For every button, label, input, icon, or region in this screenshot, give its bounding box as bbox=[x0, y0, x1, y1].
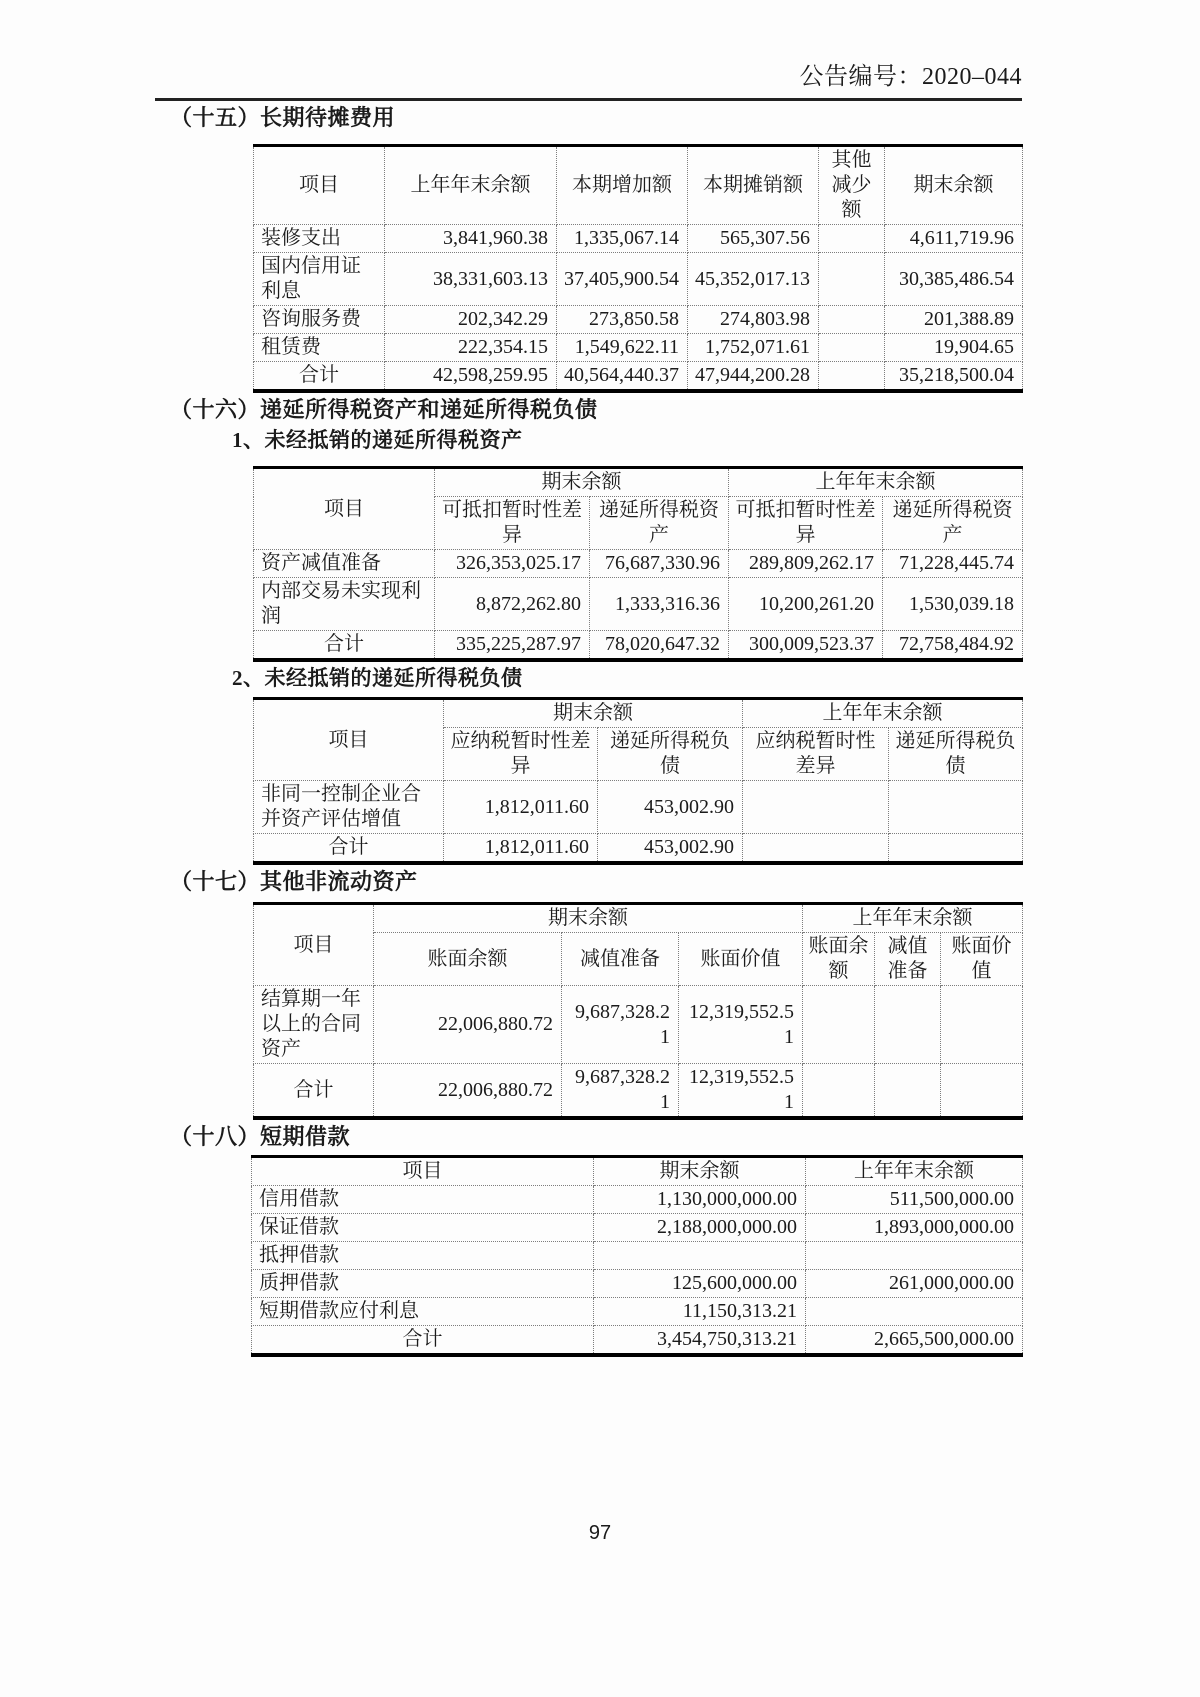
cell-value: 222,354.15 bbox=[385, 334, 557, 362]
cell-value: 35,218,500.04 bbox=[885, 362, 1023, 392]
page-number: 97 bbox=[588, 1522, 612, 1544]
col-header-item: 项目 bbox=[252, 1157, 594, 1186]
table-deferred-tax-liabilities bbox=[253, 697, 1023, 865]
cell-value: 37,405,900.54 bbox=[557, 253, 688, 306]
row-label: 保证借款 bbox=[252, 1214, 594, 1242]
col-header-period-increase: 本期增加额 bbox=[557, 146, 688, 225]
cell-value bbox=[819, 362, 885, 392]
col-header-book-balance: 账面余额 bbox=[374, 933, 562, 986]
cell-value: 274,803.98 bbox=[688, 306, 819, 334]
col-header-deferred-tax-asset-prev: 递延所得税资产 bbox=[883, 497, 1023, 550]
row-label: 装修支出 bbox=[254, 225, 385, 253]
col-header-impairment-provision: 减值准备 bbox=[562, 933, 679, 986]
col-header-item: 项目 bbox=[254, 146, 385, 225]
col-header-taxable-temp-diff: 应纳税暂时性差异 bbox=[444, 728, 598, 781]
col-header-deferred-tax-asset: 递延所得税资产 bbox=[590, 497, 729, 550]
cell-value: 1,549,622.11 bbox=[557, 334, 688, 362]
cell-value: 10,200,261.20 bbox=[729, 578, 883, 631]
table-total-row bbox=[254, 834, 1023, 864]
cell-value: 76,687,330.96 bbox=[590, 550, 729, 578]
table-group-header-row bbox=[254, 699, 1023, 728]
cell-value bbox=[875, 1064, 941, 1119]
cell-value: 289,809,262.17 bbox=[729, 550, 883, 578]
col-header-deductible-temp-diff: 可抵扣暂时性差异 bbox=[435, 497, 590, 550]
table-header-row bbox=[252, 1157, 1023, 1186]
table-row bbox=[252, 1298, 1023, 1326]
section-16-sub2-heading: 2、未经抵销的递延所得税负债 bbox=[232, 666, 523, 690]
table-group-header-row bbox=[254, 904, 1023, 933]
cell-value: 1,812,011.60 bbox=[444, 834, 598, 864]
cell-value: 8,872,262.80 bbox=[435, 578, 590, 631]
cell-value: 1,812,011.60 bbox=[444, 781, 598, 834]
group-header-prev-year-balance: 上年年末余额 bbox=[803, 904, 1023, 933]
cell-value: 2,665,500,000.00 bbox=[806, 1326, 1023, 1356]
cell-value: 453,002.90 bbox=[598, 781, 743, 834]
cell-value: 326,353,025.17 bbox=[435, 550, 590, 578]
col-header-deferred-tax-liability-prev: 递延所得税负债 bbox=[889, 728, 1023, 781]
table-header-row bbox=[254, 146, 1023, 225]
table-row bbox=[254, 781, 1023, 834]
cell-value: 4,611,719.96 bbox=[885, 225, 1023, 253]
cell-value bbox=[594, 1242, 806, 1270]
row-label: 非同一控制企业合并资产评估增值 bbox=[254, 781, 444, 834]
row-label: 质押借款 bbox=[252, 1270, 594, 1298]
cell-value: 42,598,259.95 bbox=[385, 362, 557, 392]
page-content bbox=[170, 0, 1022, 1357]
cell-value: 47,944,200.28 bbox=[688, 362, 819, 392]
cell-value bbox=[819, 253, 885, 306]
cell-value: 38,331,603.13 bbox=[385, 253, 557, 306]
table-row bbox=[254, 986, 1023, 1064]
row-label: 咨询服务费 bbox=[254, 306, 385, 334]
table-row bbox=[252, 1270, 1023, 1298]
table-total-row bbox=[254, 362, 1023, 392]
col-header-item: 项目 bbox=[254, 699, 444, 781]
col-header-prev-year-balance: 上年年末余额 bbox=[806, 1157, 1023, 1186]
cell-value: 1,893,000,000.00 bbox=[806, 1214, 1023, 1242]
section-18-heading: （十八）短期借款 bbox=[170, 1124, 351, 1149]
cell-value bbox=[743, 781, 889, 834]
group-header-prev-year-balance: 上年年末余额 bbox=[743, 699, 1023, 728]
col-header-deductible-temp-diff-prev: 可抵扣暂时性差异 bbox=[729, 497, 883, 550]
table-deferred-tax-assets bbox=[253, 466, 1023, 662]
cell-value: 1,333,316.36 bbox=[590, 578, 729, 631]
cell-value: 201,388.89 bbox=[885, 306, 1023, 334]
cell-value: 300,009,523.37 bbox=[729, 631, 883, 661]
col-header-book-value-prev: 账面价值 bbox=[941, 933, 1023, 986]
cell-value bbox=[803, 1064, 875, 1119]
table-row bbox=[252, 1242, 1023, 1270]
cell-value bbox=[875, 986, 941, 1064]
cell-value: 78,020,647.32 bbox=[590, 631, 729, 661]
cell-value: 12,319,552.51 bbox=[679, 986, 803, 1064]
row-label: 抵押借款 bbox=[252, 1242, 594, 1270]
col-header-deferred-tax-liability: 递延所得税负债 bbox=[598, 728, 743, 781]
total-label: 合计 bbox=[254, 834, 444, 864]
col-header-ending-balance: 期末余额 bbox=[885, 146, 1023, 225]
group-header-prev-year-balance: 上年年末余额 bbox=[729, 468, 1023, 497]
cell-value: 19,904.65 bbox=[885, 334, 1023, 362]
table-group-header-row bbox=[254, 468, 1023, 497]
cell-value: 335,225,287.97 bbox=[435, 631, 590, 661]
table-total-row bbox=[254, 1064, 1023, 1119]
row-label: 资产减值准备 bbox=[254, 550, 435, 578]
cell-value bbox=[889, 781, 1023, 834]
table-row bbox=[254, 253, 1023, 306]
cell-value: 3,454,750,313.21 bbox=[594, 1326, 806, 1356]
cell-value: 453,002.90 bbox=[598, 834, 743, 864]
cell-value: 511,500,000.00 bbox=[806, 1186, 1023, 1214]
cell-value bbox=[819, 334, 885, 362]
col-header-other-decrease: 其他减少额 bbox=[819, 146, 885, 225]
table-row bbox=[254, 306, 1023, 334]
doc-number: 公告编号：2020–044 bbox=[799, 64, 1022, 90]
cell-value: 1,335,067.14 bbox=[557, 225, 688, 253]
col-header-book-balance-prev: 账面余额 bbox=[803, 933, 875, 986]
cell-value: 202,342.29 bbox=[385, 306, 557, 334]
row-label: 短期借款应付利息 bbox=[252, 1298, 594, 1326]
total-label: 合计 bbox=[252, 1326, 594, 1356]
cell-value: 71,228,445.74 bbox=[883, 550, 1023, 578]
table-total-row bbox=[254, 631, 1023, 661]
cell-value: 1,130,000,000.00 bbox=[594, 1186, 806, 1214]
cell-value: 22,006,880.72 bbox=[374, 1064, 562, 1119]
cell-value bbox=[819, 225, 885, 253]
cell-value bbox=[806, 1298, 1023, 1326]
cell-value bbox=[941, 986, 1023, 1064]
col-header-book-value: 账面价值 bbox=[679, 933, 803, 986]
cell-value: 1,752,071.61 bbox=[688, 334, 819, 362]
group-header-ending-balance: 期末余额 bbox=[435, 468, 729, 497]
cell-value: 273,850.58 bbox=[557, 306, 688, 334]
col-header-period-amortization: 本期摊销额 bbox=[688, 146, 819, 225]
table-short-term-borrowings bbox=[251, 1155, 1023, 1357]
row-label: 国内信用证利息 bbox=[254, 253, 385, 306]
table-row bbox=[254, 334, 1023, 362]
cell-value: 40,564,440.37 bbox=[557, 362, 688, 392]
table-row bbox=[254, 550, 1023, 578]
row-label: 信用借款 bbox=[252, 1186, 594, 1214]
cell-value: 125,600,000.00 bbox=[594, 1270, 806, 1298]
cell-value: 12,319,552.51 bbox=[679, 1064, 803, 1119]
table-row bbox=[254, 225, 1023, 253]
cell-value: 9,687,328.21 bbox=[562, 986, 679, 1064]
col-header-taxable-temp-diff-prev: 应纳税暂时性差异 bbox=[743, 728, 889, 781]
section-15-heading: （十五）长期待摊费用 bbox=[170, 105, 396, 130]
cell-value: 11,150,313.21 bbox=[594, 1298, 806, 1326]
cell-value: 30,385,486.54 bbox=[885, 253, 1023, 306]
cell-value: 3,841,960.38 bbox=[385, 225, 557, 253]
row-label: 内部交易未实现利润 bbox=[254, 578, 435, 631]
section-16-heading: （十六）递延所得税资产和递延所得税负债 bbox=[170, 397, 598, 422]
total-label: 合计 bbox=[254, 362, 385, 392]
col-header-impairment-provision-prev: 减值准备 bbox=[875, 933, 941, 986]
cell-value: 9,687,328.21 bbox=[562, 1064, 679, 1119]
cell-value: 2,188,000,000.00 bbox=[594, 1214, 806, 1242]
cell-value bbox=[819, 306, 885, 334]
table-long-term-deferred-expenses bbox=[253, 144, 1023, 393]
col-header-item: 项目 bbox=[254, 904, 374, 986]
cell-value bbox=[803, 986, 875, 1064]
col-header-item: 项目 bbox=[254, 468, 435, 550]
cell-value: 261,000,000.00 bbox=[806, 1270, 1023, 1298]
group-header-ending-balance: 期末余额 bbox=[444, 699, 743, 728]
table-total-row bbox=[252, 1326, 1023, 1356]
cell-value bbox=[806, 1242, 1023, 1270]
cell-value: 1,530,039.18 bbox=[883, 578, 1023, 631]
section-17-heading: （十七）其他非流动资产 bbox=[170, 869, 418, 894]
table-row bbox=[254, 578, 1023, 631]
cell-value bbox=[941, 1064, 1023, 1119]
cell-value bbox=[889, 834, 1023, 864]
cell-value bbox=[743, 834, 889, 864]
cell-value: 45,352,017.13 bbox=[688, 253, 819, 306]
table-row bbox=[252, 1186, 1023, 1214]
col-header-ending-balance: 期末余额 bbox=[594, 1157, 806, 1186]
row-label: 结算期一年以上的合同资产 bbox=[254, 986, 374, 1064]
total-label: 合计 bbox=[254, 631, 435, 661]
section-16-sub1-heading: 1、未经抵销的递延所得税资产 bbox=[232, 428, 523, 452]
table-other-non-current-assets bbox=[253, 902, 1023, 1120]
cell-value: 22,006,880.72 bbox=[374, 986, 562, 1064]
table-row bbox=[252, 1214, 1023, 1242]
total-label: 合计 bbox=[254, 1064, 374, 1119]
cell-value: 72,758,484.92 bbox=[883, 631, 1023, 661]
row-label: 租赁费 bbox=[254, 334, 385, 362]
cell-value: 565,307.56 bbox=[688, 225, 819, 253]
group-header-ending-balance: 期末余额 bbox=[374, 904, 803, 933]
col-header-prev-year-balance: 上年年末余额 bbox=[385, 146, 557, 225]
